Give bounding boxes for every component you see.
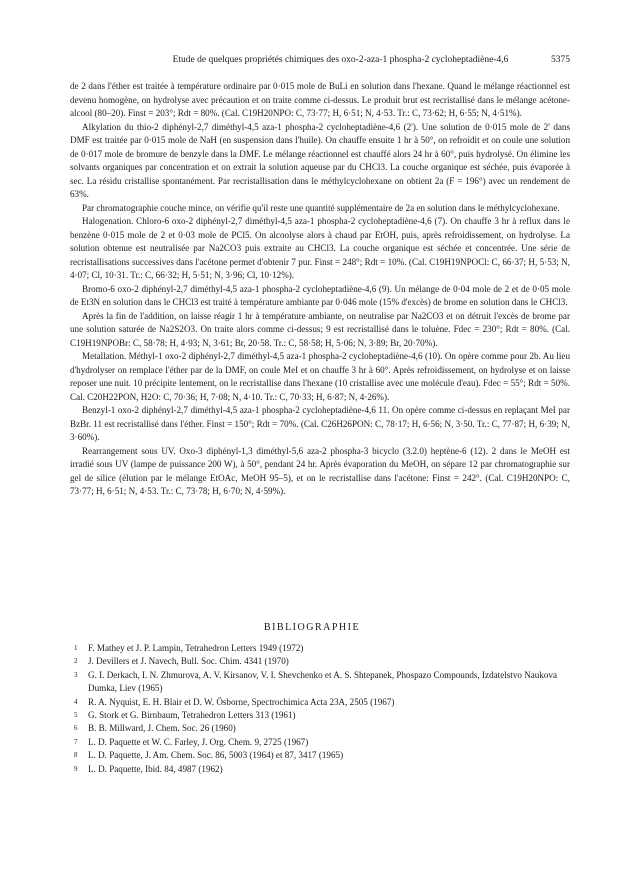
reference-item xyxy=(74,722,570,735)
reference-text: B. B. Millward, J. Chem. Soc. 26 (1960) xyxy=(88,723,236,734)
reference-number: 3 xyxy=(74,670,78,679)
running-title: Etude de quelques propriétés chimiques des oxo-2-aza-1 phospha-2 cycloheptadiène-4,6 xyxy=(172,55,509,65)
reference-text: R. A. Nyquist, E. H. Blair et D. W. Ösborne, Spectrochimica Acta 23A, 2505 (1967) xyxy=(88,696,395,707)
reference-number: 9 xyxy=(74,764,78,773)
bibliography-list xyxy=(74,642,570,776)
reference-item xyxy=(74,763,570,776)
reference-number: 5 xyxy=(74,711,78,720)
paragraph: Metallation. Méthyl-1 oxo-2 diphényl-2,7 diméthyl-4,5 aza-1 phospha-2 cycloheptadiène-4,6 (10). On opère comme pour 2b. Au lieu d'hydrolyser on remplace l'éther par de la DMF, on coule MeI et on chauffe 3 hr à 60°. Après refroidissement, on hydrolyse et on laisse reposer une nuit. 10 précipite lentement, on le recristallise dans l'hexane (10 cristallise avec une molécule d'eau). Fdec = 55°; Rdt = 50%. Cal. C20H22PON, H2O: C, 70·36; H, 7·08; N, 4·10. Tr.: C, 70·33; H, 6·87; N, 4·26%). xyxy=(70,351,570,402)
reference-number: 8 xyxy=(74,751,78,760)
reference-item xyxy=(74,642,570,655)
reference-text: G. I. Derkach, I. N. Zhmurova, A. V. Kirsanov, V. I. Shevchenko et A. S. Shtepanek, Phospazo Compounds, Izdatelstvo Naukova Dumka, Liev (1965) xyxy=(88,669,558,694)
paragraph: Alkylation du thio-2 diphényl-2,7 diméthyl-4,5 aza-1 phospha-2 cycloheptadiène-4,6 (2'). Une solution de 0·015 mole de 2' dans DMF est traitée par 0·015 mole de NaH (en suspension dans l'huile). On chauffe ensuite 1 hr à 50°, on refroidit et on coule une solution de 0·017 mole de bromure de benzyle dans la DMF. Le mélange réactionnel est chauffé alors 24 hr à 60°, puis hydrolysé. On élimine les solvants organiques par concentration et on extrait la solution aqueuse par du CHCl3. La couche organique est séchée, puis évaporée à sec. La résidu cristallise spontanément. Par recristallisation dans le méthylcyclohexane on obtient 2a (F = 196°) avec un rendement de 63%. xyxy=(70,121,570,199)
reference-item xyxy=(74,669,570,696)
reference-text: L. D. Paquette, J. Am. Chem. Soc. 86, 5003 (1964) et 87, 3417 (1965) xyxy=(88,750,344,761)
reference-text: G. Stork et G. Birnbaum, Tetrahedron Letters 313 (1961) xyxy=(88,710,296,721)
paragraph: Rearrangement sous UV. Oxo-3 diphényl-1,3 diméthyl-5,6 aza-2 phospha-3 bicyclo (3.2.0) heptène-6 (12). 2 dans le MeOH est irradié sous UV (lampe de puissance 200 W), à 50°, pendant 24 hr. Après évaporation du MeOH, on sépare 12 par chromatographie sur gel de silice (élution par le mélange EtOAc, MeOH 95–5), et on le recristallise dans l'acétone: Finst = 242°. (Cal. C19H20NPO: C, 73·77; H, 6·51; N, 4·53. Tr.: C, 73·78; H, 6·70; N, 4·59%). xyxy=(70,445,570,496)
paragraph: Par chromatographie couche mince, on vérifie qu'il reste une quantité supplémentaire de 2a en solution dans le méthylcyclohexane. xyxy=(82,202,560,213)
reference-item xyxy=(74,736,570,749)
reference-text: L. D. Paquette, Ibid. 84, 4987 (1962) xyxy=(88,763,223,774)
reference-number: 1 xyxy=(74,644,78,652)
paragraph: Bromo-6 oxo-2 diphényl-2,7 diméthyl-4,5 aza-1 phospha-2 cycloheptadiène-4,6 (9). Un mélange de 0·04 mole de 2 et de 0·05 mole de Et3N en solution dans le CHCl3 est traité à température ambiante par 0·046 mole (15% d'excès) de brome en solution dans le CHCl3. xyxy=(70,283,570,307)
reference-number: 7 xyxy=(74,737,78,746)
reference-number: 2 xyxy=(74,657,78,666)
reference-item xyxy=(74,655,570,668)
reference-text: L. D. Paquette et W. C. Farley, J. Org. Chem. 9, 2725 (1967) xyxy=(88,736,309,747)
reference-item xyxy=(74,696,570,709)
paragraph: Après la fin de l'addition, on laisse réagir 1 hr à température ambiante, on neutralise par Na2CO3 et on détruit l'excès de brome par une solution saturée de Na2S2O3. On traite alors comme ci-dessus; 9 est recristallisé dans le toluène. Fdec = 230°; Rdt = 80%. (Cal. C19H19NPOBr: C, 58·78; H, 4·93; N, 3·61; Br, 20·58. Tr.: C, 58·58; H, 5·06; N, 3·89; Br, 20·70%). xyxy=(70,310,570,348)
paragraph: Benzyl-1 oxo-2 diphényl-2,7 diméthyl-4,5 aza-1 phospha-2 cycloheptadiène-4,6 11. On opère comme ci-dessus en replaçant MeI par BzBr. 11 est recristallisé dans l'éther. Finst = 150°; Rdt = 70%. (Cal. C26H26PON: C, 78·17; H, 6·56; N, 3·50. Tr.: C, 77·87; H, 6·39; N, 3·60%). xyxy=(70,405,570,442)
reference-text: J. Devillers et J. Navech, Bull. Soc. Chim. 4341 (1970) xyxy=(88,656,289,667)
reference-item xyxy=(74,709,570,722)
reference-item xyxy=(74,749,570,762)
reference-number: 6 xyxy=(74,724,78,733)
bibliography-title: BIBLIOGRAPHIE xyxy=(263,622,361,633)
reference-number: 4 xyxy=(74,697,78,706)
running-header xyxy=(70,55,570,65)
reference-text: F. Mathey et J. P. Lampin, Tetrahedron Letters 1949 (1972) xyxy=(88,643,304,653)
paragraph: Halogenation. Chloro-6 oxo-2 diphényl-2,7 diméthyl-4,5 aza-1 phospha-2 cycloheptadiène-4,6 (7). On chauffe 3 hr à reflux dans le benzène 0·015 mole de 2 et 0·03 mole de PCl5. On alcoolyse alors à chaud par EtOH, puis, après refroidissement, on hydrolyse. La solution obtenue est neutralisée par Na2CO3 puis extraite au CHCl3. La couche organique est séchée et concentrée. Une série de recristallisations successives dans l'acétone permet d'obtenir 7 pur. Finst = 248°; Rdt = 10%. (Cal. C19H19NPOCl: C, 66·37; H, 5·53; N, 4·07; Cl, 10·31. Tr.: C, 66·32; H, 5·51; N, 3·96; Cl, 10·12%). xyxy=(70,216,570,280)
article-body xyxy=(70,80,570,499)
paragraph: de 2 dans l'éther est traitée à température ordinaire par 0·015 mole de BuLi en solution dans l'hexane. Quand le mélange réactionnel est devenu homogène, on hydrolyse avec précaution et on traite comme ci-dessus. Le produit brut est recristallisé dans le mélange acétone-alcool (80–20). Finst = 203°; Rdt = 80%. (Cal. C19H20NPO: C, 73·77; H, 6·51; N, 4·53. Tr.: C, 73·62; H, 6·55; N, 4·51%). xyxy=(70,81,570,118)
page-number: 5375 xyxy=(551,55,570,65)
